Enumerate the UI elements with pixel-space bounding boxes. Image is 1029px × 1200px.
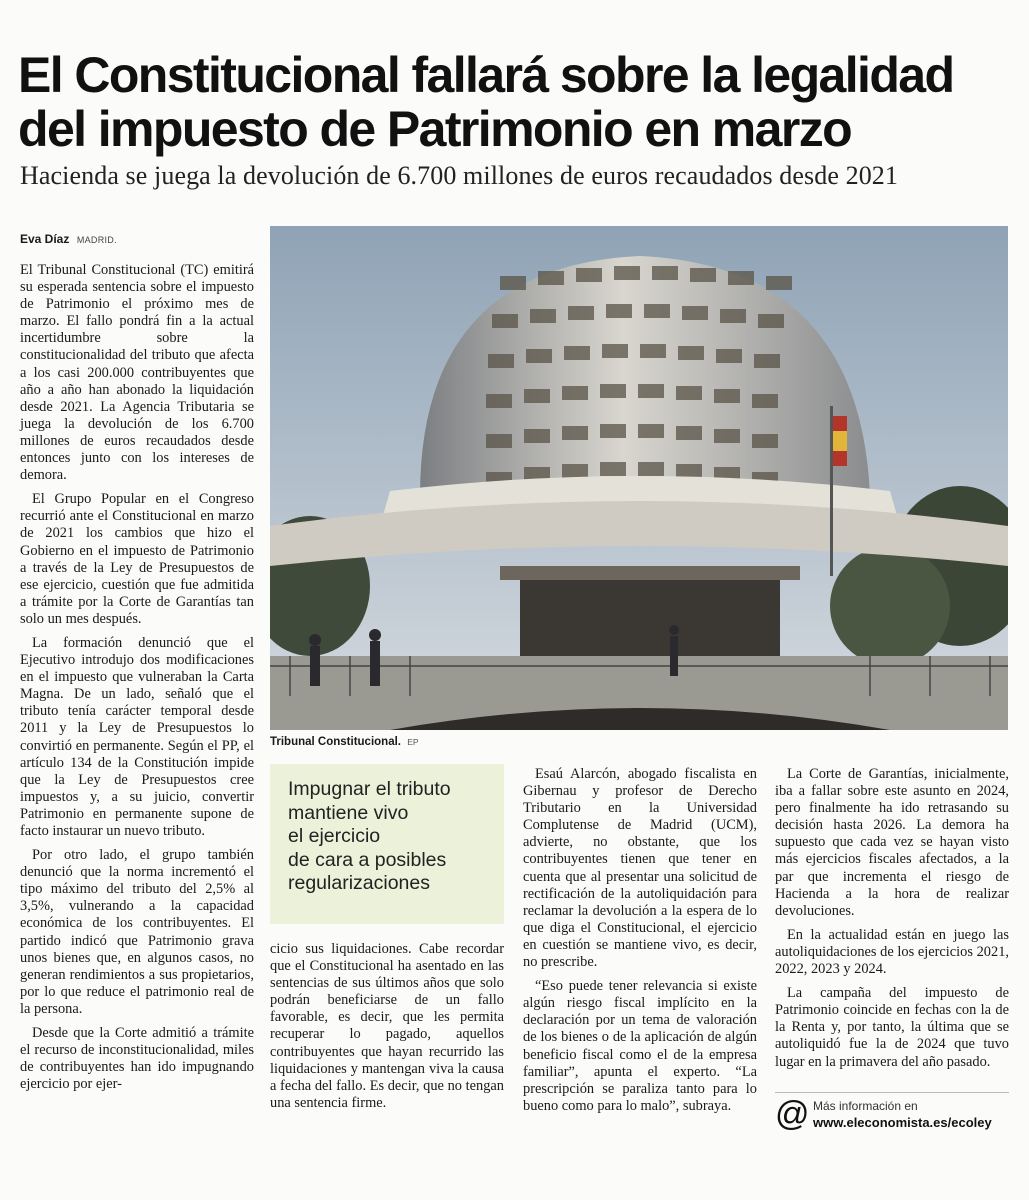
paragraph: El Tribunal Constitucional (TC) emitirá su esperada sentencia sobre el impuesto de Patrimonio el próximo mes de marzo. El fallo pondrá fin a la actual incertidumbre sobre la constitucionalidad del tributo que afecta a los casi 200.000 contribuyentes que año a año han abonado la liquidación desde 2021. La Agencia Tributaria se juega la devolución de los 6.700 millones de euros recaudados desde entonces junto con los intereses de demora. xyxy=(20,262,254,484)
more-info-link[interactable]: www.eleconomista.es/ecoley xyxy=(813,1115,992,1130)
pullquote-line: Impugnar el tributo xyxy=(288,778,451,800)
pullquote-line: regularizaciones xyxy=(288,872,430,894)
pullquote-line: de cara a posibles xyxy=(288,848,447,871)
paragraph: “Eso puede tener relevancia si existe algún riesgo fiscal implícito en la declaración por un tema de valoración de los bienes o de la aplicación de algún beneficio fiscal como el de la empresa familiar”, apunta el experto. “La prescripción se paraliza tanto para lo bueno como para lo malo”, subraya. xyxy=(523,978,757,1114)
article-column-1 xyxy=(20,262,254,1100)
caption-text: Tribunal Constitucional. xyxy=(270,736,401,748)
court-building-photo xyxy=(270,226,1008,730)
paragraph: Por otro lado, el grupo también denunció que la norma incrementó el tipo máximo del tributo del 2,5% al 3,5%, vulnerando a la capacidad económica de los contribuyentes. El partido indicó que Patrimonio grava unos bienes que, en algunos casos, no generan rendimientos a sus propietarios, por lo que reduce el patrimonio real de la persona. xyxy=(20,847,254,1017)
byline xyxy=(20,230,117,248)
paragraph: La campaña del impuesto de Patrimonio coincide en fechas con la de la Renta y, por tanto, la última que se autoliquidó fue la de 2024 que tuvo lugar en la primavera del año pasado. xyxy=(775,985,1009,1070)
headline xyxy=(18,48,1018,156)
author-name: Eva Díaz xyxy=(20,232,70,246)
paragraph: cicio sus liquidaciones. Cabe recordar que el Constitucional ha asentado en las sentencias de sus últimos años que solo podrán beneficiarse de un fallo favorable, es decir, que les permita recuperar lo pagado, aquellos contribuyentes que hayan recurrido las liquidaciones y mantengan viva la causa a fecha del fallo. Es decir, que no tengan una sentencia firme. xyxy=(270,941,504,1111)
article-column-2 xyxy=(270,941,504,1119)
photo-credit: EP xyxy=(407,737,419,747)
article-column-4 xyxy=(775,766,1009,1078)
subheadline: Hacienda se juega la devolución de 6.700 millones de euros recaudados desde 2021 xyxy=(20,161,898,190)
at-sign-icon: @ xyxy=(775,1095,810,1133)
paragraph: La formación denunció que el Ejecutivo introdujo dos modificaciones en el impuesto que vulneraban la Carta Magna. De un lado, señaló que el tributo tenía carácter temporal desde 2011 y la Ley de Presupuestos lo convirtió en permanente. Según el PP, el artículo 134 de la Constitución impide que la Ley de Presupuestos cree impuestos y, a su juicio, convertir Patrimonio en permanente supone de facto instaurar un nuevo tributo. xyxy=(20,634,254,839)
photo-caption xyxy=(270,736,419,748)
paragraph: El Grupo Popular en el Congreso recurrió ante el Constitucional en marzo de 2021 los cambios que hizo el Gobierno en el impuesto de Patrimonio a través de la Ley de Presupuestos de ese ejercicio, cuestión que fue admitida a trámite por la Corte de Garantías tan solo un mes después. xyxy=(20,491,254,627)
paragraph: Esaú Alarcón, abogado fiscalista en Gibernau y profesor de Derecho Tributario en la Universidad Complutense de Madrid (UCM), advierte, no obstante, que los contribuyentes tienen que tener en cuenta que al presentar una solicitud de rectificación de la autoliquidación para reclamar la devolución a la espera de lo que diga el Constitucional, el ejercicio en cuestión se mantiene vivo, es decir, no prescribe. xyxy=(523,766,757,971)
article-column-3 xyxy=(523,766,757,1122)
pullquote-line: mantiene vivo xyxy=(288,801,409,824)
paragraph: La Corte de Garantías, inicialmente, iba a fallar sobre este asunto en 2024, pero finalmente ha ido retrasando su decisión hasta 2026. La demora ha supuesto que cada vez se hayan visto más ejercicios fiscales afectados, a la par que incrementa el riesgo de Hacienda a la hora de realizar devoluciones. xyxy=(775,766,1009,919)
pullquote xyxy=(270,764,504,924)
headline-line-2: del impuesto de Patrimonio en marzo xyxy=(18,101,852,157)
pullquote-line: el ejercicio xyxy=(288,825,381,847)
headline-line-1: El Constitucional fallará sobre la legalidad xyxy=(18,47,954,103)
more-info-label: Más información en xyxy=(813,1099,918,1113)
paragraph: Desde que la Corte admitió a trámite el recurso de inconstitucionalidad, miles de contribuyentes han ido impugnando ejercicio por ejer- xyxy=(20,1025,254,1093)
more-info-box xyxy=(775,1092,1009,1133)
paragraph: En la actualidad están en juego las autoliquidaciones de los ejercicios 2021, 2022, 2023 y 2024. xyxy=(775,926,1009,978)
tribunal-constitucional-illustration xyxy=(270,226,1008,730)
dateline-location: MADRID. xyxy=(76,235,117,245)
